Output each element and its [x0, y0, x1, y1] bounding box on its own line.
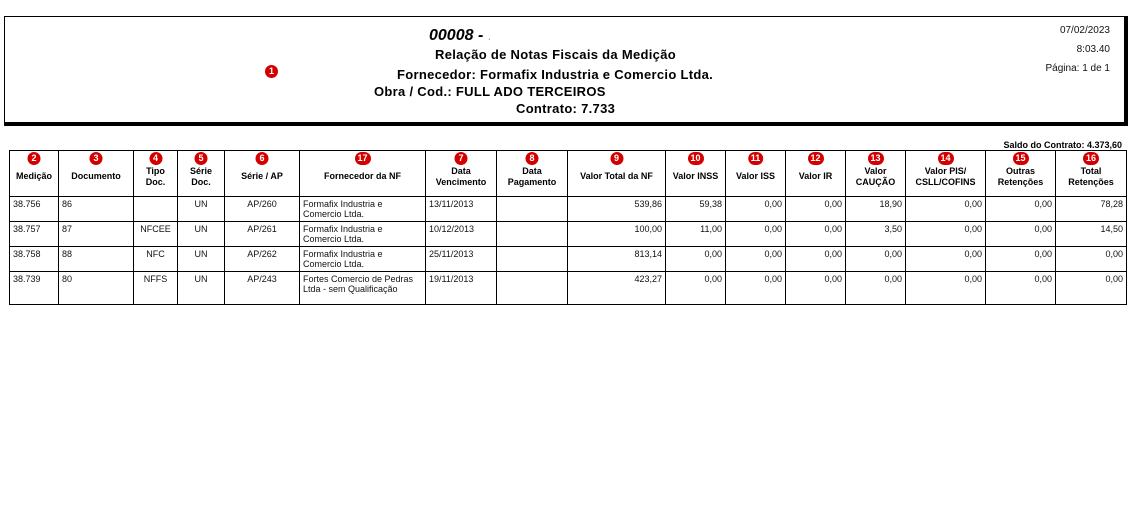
- column-header: [134, 151, 178, 197]
- column-marker: 2: [28, 152, 41, 165]
- column-header: [10, 151, 59, 197]
- cell-medicao: 38.756: [10, 197, 59, 222]
- column-label: Valor INSS: [672, 171, 719, 181]
- column-header: [426, 151, 497, 197]
- cell-caucao: 3,50: [846, 222, 906, 247]
- cell-pagamento: [497, 197, 568, 222]
- cell-outras: 0,00: [986, 222, 1056, 247]
- cell-serie: UN: [178, 197, 225, 222]
- column-label: Outras Retenções: [997, 165, 1044, 187]
- column-label: Valor Total da NF: [580, 171, 653, 181]
- cell-inss: 11,00: [666, 222, 726, 247]
- cell-fornecedor: Formafix Industria e Comercio Ltda.: [300, 197, 426, 222]
- column-header: [726, 151, 786, 197]
- column-marker: 7: [455, 152, 468, 165]
- cell-ir: 0,00: [786, 222, 846, 247]
- cell-caucao: 18,90: [846, 197, 906, 222]
- cell-documento: 88: [59, 247, 134, 272]
- cell-inss: 0,00: [666, 247, 726, 272]
- column-marker: 5: [195, 152, 208, 165]
- contract-line: Contrato: 7.733: [516, 101, 616, 116]
- cell-valor-total: 539,86: [568, 197, 666, 222]
- invoices-table: [9, 150, 1127, 305]
- contract-balance: Saldo do Contrato: 4.373,60: [1003, 140, 1122, 150]
- table-row: [10, 247, 1127, 272]
- column-marker: 16: [1083, 152, 1099, 165]
- column-header: [59, 151, 134, 197]
- report-header: [4, 16, 1128, 126]
- column-header: [906, 151, 986, 197]
- cell-valor-total: 423,27: [568, 272, 666, 305]
- cell-vencimento: 19/11/2013: [426, 272, 497, 305]
- cell-pis: 0,00: [906, 222, 986, 247]
- cell-ir: 0,00: [786, 197, 846, 222]
- cell-valor-total: 813,14: [568, 247, 666, 272]
- cell-serie-ap: AP/260: [225, 197, 300, 222]
- column-marker: 9: [610, 152, 623, 165]
- cell-pagamento: [497, 247, 568, 272]
- cell-total-ret: 0,00: [1056, 247, 1127, 272]
- table-row: [10, 272, 1127, 305]
- cell-inss: 0,00: [666, 272, 726, 305]
- column-label: Tipo Doc.: [145, 165, 166, 187]
- cell-total-ret: 14,50: [1056, 222, 1127, 247]
- cell-valor-total: 100,00: [568, 222, 666, 247]
- column-label: Série Doc.: [189, 165, 213, 187]
- cell-documento: 80: [59, 272, 134, 305]
- column-marker: 8: [526, 152, 539, 165]
- cell-documento: 86: [59, 197, 134, 222]
- cell-iss: 0,00: [726, 222, 786, 247]
- column-marker: 10: [687, 152, 703, 165]
- column-marker: 14: [937, 152, 953, 165]
- cell-tipo: NFFS: [134, 272, 178, 305]
- table-header-row: [10, 151, 1127, 197]
- cell-serie-ap: AP/261: [225, 222, 300, 247]
- cell-total-ret: 78,28: [1056, 197, 1127, 222]
- cell-caucao: 0,00: [846, 247, 906, 272]
- column-header: [986, 151, 1056, 197]
- cell-vencimento: 25/11/2013: [426, 247, 497, 272]
- column-label: Valor IR: [798, 171, 833, 181]
- cell-outras: 0,00: [986, 272, 1056, 305]
- column-header: [1056, 151, 1127, 197]
- column-label: Série / AP: [241, 171, 283, 181]
- cell-iss: 0,00: [726, 272, 786, 305]
- column-header: [178, 151, 225, 197]
- column-label: Valor ISS: [735, 171, 776, 181]
- cell-pis: 0,00: [906, 247, 986, 272]
- report-time: 8:03.40: [1076, 44, 1110, 55]
- column-label: Data Pagamento: [507, 165, 557, 187]
- cell-serie-ap: AP/262: [225, 247, 300, 272]
- cell-inss: 59,38: [666, 197, 726, 222]
- cell-pagamento: [497, 272, 568, 305]
- column-label: Documento: [71, 171, 121, 181]
- column-marker: 17: [354, 152, 370, 165]
- cell-tipo: NFCEE: [134, 222, 178, 247]
- column-label: Fornecedor da NF: [323, 171, 401, 181]
- table-row: [10, 197, 1127, 222]
- column-marker: 4: [149, 152, 162, 165]
- cell-fornecedor: Formafix Industria e Comercio Ltda.: [300, 247, 426, 272]
- cell-pagamento: [497, 222, 568, 247]
- column-header: [497, 151, 568, 197]
- cell-serie: UN: [178, 272, 225, 305]
- cell-ir: 0,00: [786, 272, 846, 305]
- cell-tipo: NFC: [134, 247, 178, 272]
- cell-outras: 0,00: [986, 247, 1056, 272]
- cell-tipo: [134, 197, 178, 222]
- column-header: [846, 151, 906, 197]
- cell-vencimento: 13/11/2013: [426, 197, 497, 222]
- column-marker: 13: [867, 152, 883, 165]
- column-header: [666, 151, 726, 197]
- column-label: Valor CAUÇÃO: [855, 165, 896, 187]
- cell-iss: 0,00: [726, 197, 786, 222]
- column-marker: 3: [90, 152, 103, 165]
- column-marker: 6: [256, 152, 269, 165]
- cell-total-ret: 0,00: [1056, 272, 1127, 305]
- cell-fornecedor: Formafix Industria e Comercio Ltda.: [300, 222, 426, 247]
- cell-medicao: 38.757: [10, 222, 59, 247]
- cell-ir: 0,00: [786, 247, 846, 272]
- page-indicator: Página: 1 de 1: [1045, 63, 1110, 74]
- cell-serie-ap: AP/243: [225, 272, 300, 305]
- column-header: [568, 151, 666, 197]
- cell-documento: 87: [59, 222, 134, 247]
- cell-medicao: 38.758: [10, 247, 59, 272]
- cell-medicao: 38.739: [10, 272, 59, 305]
- cell-outras: 0,00: [986, 197, 1056, 222]
- column-label: Total Retenções: [1068, 165, 1114, 187]
- column-header: [300, 151, 426, 197]
- column-label: Data Vencimento: [435, 165, 487, 187]
- supplier-line: Fornecedor: Formafix Industria e Comercio Ltda.: [397, 67, 714, 82]
- cell-iss: 0,00: [726, 247, 786, 272]
- header-marker: 1: [265, 65, 278, 78]
- column-label: Valor PIS/ CSLL/COFINS: [915, 165, 976, 187]
- table-row: [10, 222, 1127, 247]
- column-header: [786, 151, 846, 197]
- cell-fornecedor: Fortes Comercio de Pedras Ltda - sem Qualificação: [300, 272, 426, 305]
- column-marker: 12: [807, 152, 823, 165]
- cell-vencimento: 10/12/2013: [426, 222, 497, 247]
- cell-pis: 0,00: [906, 272, 986, 305]
- project-line: Obra / Cod.: FULL ADO TERCEIROS: [374, 84, 606, 99]
- column-label: Medição: [15, 171, 52, 181]
- cell-caucao: 0,00: [846, 272, 906, 305]
- column-header: [225, 151, 300, 197]
- cell-serie: UN: [178, 247, 225, 272]
- column-marker: 15: [1012, 152, 1028, 165]
- report-title: Relação de Notas Fiscais da Medição: [435, 47, 676, 62]
- measurement-code: 00008 - .: [429, 27, 492, 44]
- report-date: 07/02/2023: [1059, 25, 1110, 36]
- cell-serie: UN: [178, 222, 225, 247]
- cell-pis: 0,00: [906, 197, 986, 222]
- column-marker: 11: [748, 152, 764, 165]
